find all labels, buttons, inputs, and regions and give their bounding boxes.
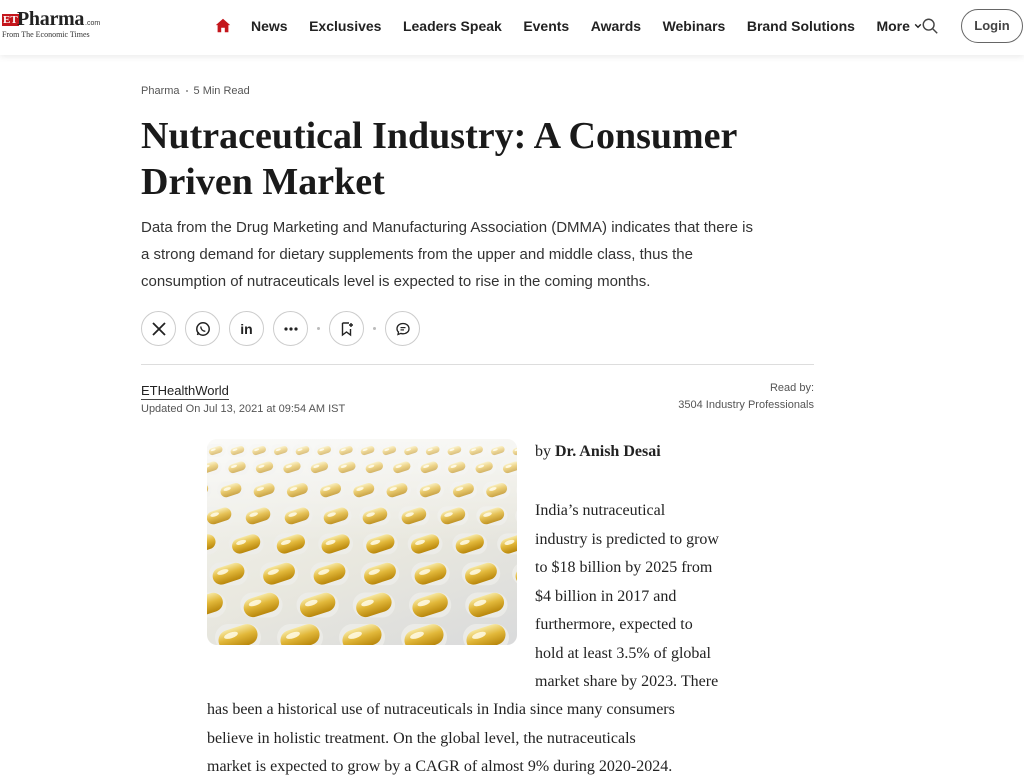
divider	[141, 364, 814, 365]
share-more-button[interactable]	[273, 311, 308, 346]
bookmark-button[interactable]	[329, 311, 364, 346]
logo-et-mark: ET	[3, 14, 18, 26]
nav-leaders-speak[interactable]: Leaders Speak	[402, 18, 502, 34]
byline-prefix: by	[535, 443, 551, 460]
nav-awards[interactable]: Awards	[590, 18, 642, 34]
logo-name: Pharma	[17, 8, 85, 30]
article-image-capsules	[207, 439, 517, 645]
share-toolbar	[141, 311, 429, 346]
separator-dot	[373, 327, 376, 330]
more-dots-icon	[283, 321, 299, 337]
body-line: has been a historical use of nutraceuticals in India since many consumers	[207, 701, 675, 718]
summary-line: consumption of nutraceuticals level is expected to rise in the coming months.	[141, 273, 651, 290]
nav-events[interactable]: Events	[523, 18, 570, 34]
logo-suffix: .com	[85, 20, 101, 27]
summary-line: Data from the Drug Marketing and Manufacturing Association (DMMA) indicates that there is	[141, 219, 753, 236]
nav-more-label: More	[876, 18, 910, 34]
body-line: furthermore, expected to	[535, 616, 693, 633]
body-line: $4 billion in 2017 and	[535, 587, 677, 605]
byline	[535, 443, 661, 461]
body-line: market is expected to grow by a CAGR of almost 9% during 2020-2024.	[207, 758, 673, 775]
category-link[interactable]: Pharma	[141, 85, 180, 97]
nav-brand-solutions[interactable]: Brand Solutions	[746, 18, 855, 34]
separator-dot	[317, 327, 320, 330]
bookmark-add-icon	[339, 321, 355, 337]
x-icon	[151, 321, 167, 337]
article-title	[141, 113, 821, 205]
home-icon[interactable]	[214, 17, 232, 35]
byline-author: Dr. Anish Desai	[555, 443, 661, 460]
title-line: Nutraceutical Industry: A Consumer	[141, 115, 738, 157]
nav-exclusives[interactable]: Exclusives	[309, 18, 382, 34]
read-by-label: Read by:	[769, 382, 814, 394]
whatsapp-icon	[195, 321, 211, 337]
site-header	[0, 0, 1024, 55]
share-whatsapp-button[interactable]	[185, 311, 220, 346]
article-summary	[141, 214, 821, 295]
body-line: market share by 2023. There	[535, 673, 719, 690]
body-line: India’s nutraceutical	[535, 502, 666, 519]
article-body-full	[207, 696, 767, 781]
nav-more[interactable]	[876, 18, 921, 34]
logo-tagline: From The Economic Times	[2, 30, 90, 39]
share-x-button[interactable]	[141, 311, 176, 346]
comment-icon	[395, 321, 411, 337]
comment-button[interactable]	[385, 311, 420, 346]
body-line: to $18 billion by 2025 from	[535, 559, 713, 576]
breadcrumb	[141, 85, 250, 97]
summary-line: a strong demand for dietary supplements from the upper and middle class, thus the	[141, 246, 693, 263]
nav-news[interactable]: News	[251, 18, 288, 34]
body-line: hold at least 3.5% of global	[535, 644, 711, 662]
site-logo[interactable]	[2, 10, 120, 44]
read-time: 5 Min Read	[193, 85, 250, 97]
share-linkedin-button[interactable]	[229, 311, 264, 346]
title-line: Driven Market	[141, 161, 385, 203]
article-body-wrapped	[535, 497, 755, 697]
read-by-count: 3504 Industry Professionals	[678, 399, 814, 411]
linkedin-icon: in	[240, 320, 253, 337]
body-line: industry is predicted to grow	[535, 530, 719, 548]
search-icon[interactable]	[921, 17, 939, 35]
separator-dot	[186, 90, 188, 92]
body-line: believe in holistic treatment. On the global level, the nutraceuticals	[207, 729, 636, 747]
main-nav	[214, 0, 943, 52]
updated-timestamp: Updated On Jul 13, 2021 at 09:54 AM IST	[141, 403, 346, 415]
login-button[interactable]: Login	[961, 9, 1023, 43]
capsules-illustration	[207, 439, 517, 645]
nav-webinars[interactable]: Webinars	[662, 18, 726, 34]
source-link[interactable]: ETHealthWorld	[141, 383, 229, 398]
